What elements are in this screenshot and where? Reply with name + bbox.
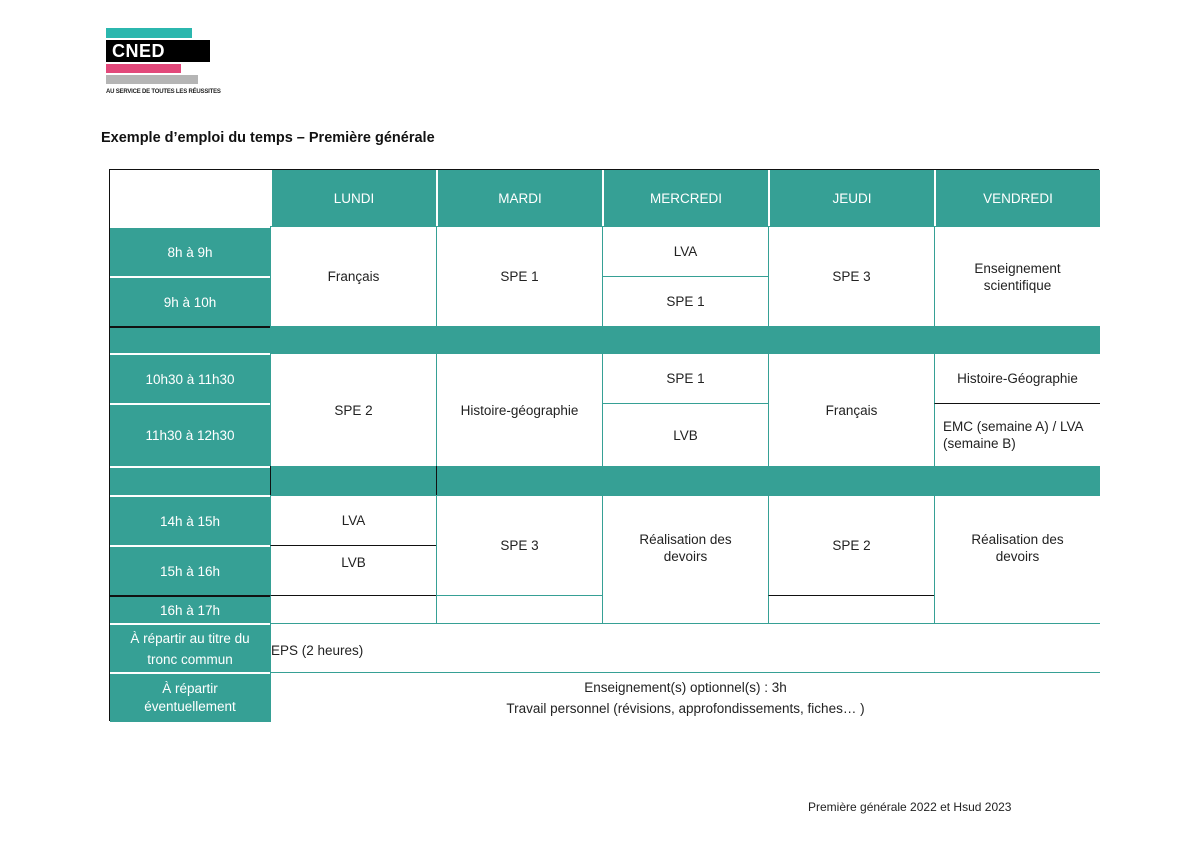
- time-slot-11h30: 11h30 à 12h30: [110, 403, 270, 466]
- cell-jeudi-empty: [768, 595, 934, 623]
- day-header-jeudi: JEUDI: [768, 170, 934, 226]
- cell-mercredi-realisation-devoirs: Réalisation des devoirs: [602, 495, 768, 623]
- cell-vendredi-realisation-devoirs: Réalisation des devoirs: [934, 495, 1100, 623]
- time-slot-8h: 8h à 9h: [110, 226, 270, 276]
- time-slot-9h: 9h à 10h: [110, 276, 270, 326]
- cell-jeudi-francais: Français: [768, 353, 934, 466]
- cell-mardi-spe3: SPE 3: [436, 495, 602, 595]
- personal-work-text: Travail personnel (révisions, approfondissements, fiches… ): [506, 700, 865, 716]
- time-slot-10h30: 10h30 à 11h30: [110, 353, 270, 403]
- row-label-tronc-commun: À répartir au titre du tronc commun: [110, 623, 270, 672]
- cell-mardi-empty: [436, 595, 602, 623]
- lunch-cell: [768, 466, 934, 495]
- cell-mercredi-spe1-b: SPE 1: [602, 353, 768, 403]
- cell-mercredi-spe1: SPE 1: [602, 276, 768, 326]
- time-slot-15h: 15h à 16h: [110, 545, 270, 595]
- time-slot-14h: 14h à 15h: [110, 495, 270, 545]
- document-title: Exemple d’emploi du temps – Première générale: [101, 130, 435, 146]
- cell-lundi-francais: Français: [270, 226, 436, 326]
- day-header-mardi: MARDI: [436, 170, 602, 226]
- day-header-lundi: LUNDI: [270, 170, 436, 226]
- cell-lundi-empty: [270, 595, 436, 623]
- cell-jeudi-spe3: SPE 3: [768, 226, 934, 326]
- corner-cell: [110, 170, 270, 226]
- break-row-label: [110, 326, 270, 353]
- lunch-cell: [602, 466, 768, 495]
- timetable: [109, 169, 1099, 721]
- break-cell: [436, 326, 602, 353]
- cell-vendredi-histoire-geographie: Histoire-Géographie: [934, 353, 1100, 403]
- cell-vendredi-emc-lva: EMC (semaine A) / LVA (semaine B): [934, 403, 1100, 466]
- break-cell: [270, 326, 436, 353]
- day-header-mercredi: MERCREDI: [602, 170, 768, 226]
- logo-word: CNED: [112, 41, 166, 61]
- cell-lundi-lvb: LVB: [270, 545, 436, 595]
- optional-courses-text: Enseignement(s) optionnel(s) : 3h: [584, 679, 787, 695]
- logo-tagline: AU SERVICE DE TOUTES LES RÉUSSITES: [106, 89, 221, 95]
- lunch-cell: [436, 466, 602, 495]
- logo-grey-bar: [106, 75, 198, 84]
- cell-mardi-spe1: SPE 1: [436, 226, 602, 326]
- cell-optionnel: [270, 672, 1100, 722]
- cell-vendredi-enseignement-scientifique: Enseignement scientifique: [934, 226, 1100, 326]
- lunch-cell: [270, 466, 436, 495]
- row-label-eventuellement: À répartir éventuellement: [110, 672, 270, 722]
- cell-jeudi-spe2: SPE 2: [768, 495, 934, 595]
- break-cell: [768, 326, 934, 353]
- cell-mardi-histoire-geographie: Histoire-géographie: [436, 353, 602, 466]
- logo-teal-bar: [106, 28, 192, 38]
- cell-mercredi-lva: LVA: [602, 226, 768, 276]
- cell-mercredi-lvb: LVB: [602, 403, 768, 466]
- lunch-cell: [934, 466, 1100, 495]
- cned-logo: [106, 28, 221, 100]
- time-slot-16h: 16h à 17h: [110, 595, 270, 623]
- day-header-vendredi: VENDREDI: [934, 170, 1100, 226]
- break-cell: [934, 326, 1100, 353]
- cell-eps: EPS (2 heures): [270, 623, 1100, 672]
- cell-lundi-spe2: SPE 2: [270, 353, 436, 466]
- footer-text: Première générale 2022 et Hsud 2023: [808, 800, 1012, 814]
- lunch-row-label: [110, 466, 270, 495]
- break-cell: [602, 326, 768, 353]
- logo-pink-bar: [106, 64, 181, 73]
- cell-lundi-lva: LVA: [270, 495, 436, 545]
